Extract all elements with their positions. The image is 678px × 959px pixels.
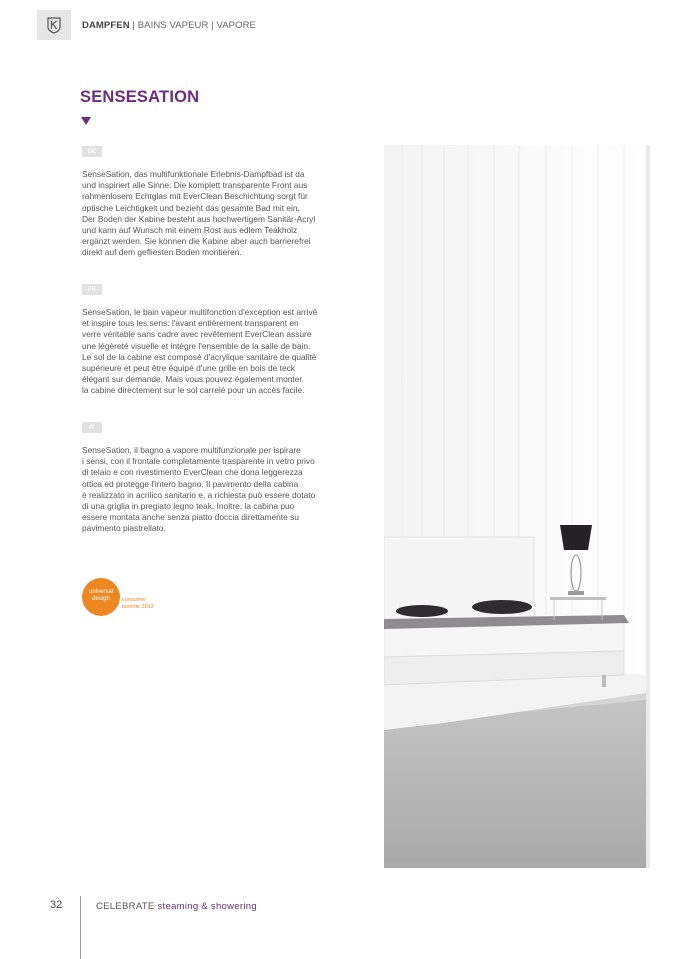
bedroom-scene-image [384, 145, 678, 868]
bedroom-photo [384, 145, 678, 868]
header-subcategories: | BAINS VAPEUR | VAPORE [129, 20, 256, 31]
paragraph-it [82, 445, 372, 535]
paragraph-fr [82, 307, 372, 397]
badge-circle [82, 578, 120, 616]
language-tag-de: DE [82, 146, 102, 157]
text-line: direkt auf dem gefliesten Boden montieren. [82, 247, 242, 258]
page-number: 32 [50, 899, 63, 911]
text-line: è realizzato in acrilico sanitario e, a richiesta può essere dotato [82, 489, 316, 500]
text-line: rahmenlosem Echtglas mit EverClean Beschichtung sorgt für [82, 191, 308, 202]
brand-logo [37, 10, 71, 40]
badge-line: consumer [122, 597, 147, 603]
text-line: pavimento piastrellato. [82, 523, 166, 534]
text-line: verre véritable sans cadre avec revêtement EverClean assure [82, 329, 312, 340]
text-line: und kann auf Wunsch mit einem Rost aus edlem Teakholz [82, 225, 298, 236]
badge-line: universal [88, 589, 113, 595]
paragraph-de [82, 169, 372, 259]
text-line: i sensi, con il frontale completamente trasparente in vetro privo [82, 456, 315, 467]
text-line: Der Boden der Kabine besteht aus hochwertigem Sanitär-Acryl [82, 213, 316, 224]
header-category: DAMPFEN [82, 20, 130, 31]
badge-line: favorite 2012 [122, 603, 154, 610]
language-tag-fr: FR [82, 284, 102, 295]
footer-tagline: steaming & showering [157, 901, 257, 912]
section-header [82, 20, 256, 31]
text-line: und inspiriert alle Sinne: Die komplett transparente Front aus [82, 180, 308, 191]
k-shield-logo-icon [45, 16, 63, 34]
footer-brand [96, 901, 257, 912]
footer-brand-name: CELEBRATE [96, 901, 155, 912]
text-line: supérieure et peut être équipé d'une grille en bois de teck [82, 363, 295, 374]
text-line: SenseSation, il bagno a vapore multifunzionale per ispirare [82, 445, 301, 455]
text-line: ergänzt werden. Sie können die Kabine aber auch barrierefrei [82, 236, 311, 247]
universal-design-badge [82, 578, 172, 618]
text-line: et inspire tous les sens: l'avant entièrement transparent en [82, 318, 299, 329]
text-line: di telaio e con rivestimento EverClean che dona leggerezza [82, 467, 303, 478]
language-tag-it: IT [82, 422, 102, 433]
text-line: élégant sur demande. Mais vous pouvez également monter [82, 374, 303, 385]
triangle-down-icon [81, 117, 91, 125]
text-line: ottica ed protegge l'intero bagno. Il pavimento della cabina [82, 478, 299, 489]
text-line: SenseSation, das multifunktionale Erlebnis-Dampfbad ist da [82, 169, 305, 179]
text-line: la cabine directement sur le sol carrelé pour un accès facile. [82, 385, 305, 396]
footer-divider [80, 896, 81, 959]
text-line: une légèreté visuelle et intègre l'ensemble de la salle de bain. [82, 340, 311, 351]
page-title: SENSESATION [80, 88, 200, 106]
badge-caption [122, 597, 154, 610]
text-line: optische Leichtigkeit und bezieht das gesamte Bad mit ein. [82, 202, 300, 213]
text-line: Le sol de la cabine est composé d'acrylique sanitaire de qualité [82, 351, 317, 362]
text-line: di una griglia in pregiato legno teak. Inoltre, la cabina puo [82, 501, 295, 512]
text-line: SenseSation, le bain vapeur multifonction d'exception est arrivé [82, 307, 318, 317]
badge-line: design [92, 596, 110, 602]
text-line: essere montata anche senza piatto doccia direttamente su [82, 512, 299, 523]
